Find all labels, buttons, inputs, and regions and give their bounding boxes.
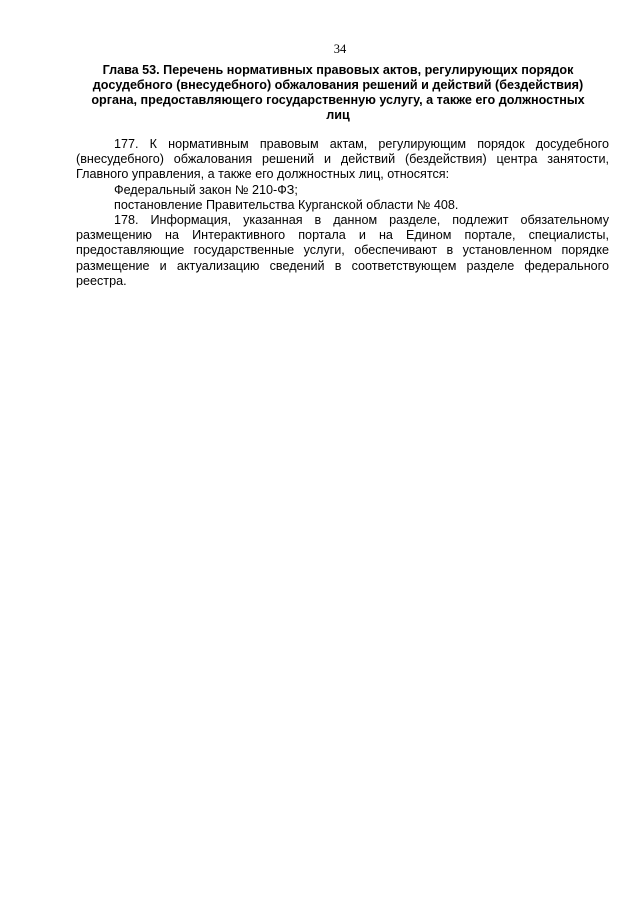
paragraph-line: 178. Информация, указанная в данном разделе, подлежит обязательному <box>114 212 609 227</box>
paragraph-line: размещению на Интерактивного портала и на Едином портале, специалисты, <box>76 228 609 243</box>
list-item-federal-law <box>76 183 609 198</box>
document-body <box>76 137 609 289</box>
paragraph-line: (внесудебного) обжалования решений и действий (бездействия) центра занятости, <box>76 152 609 167</box>
heading-line: лиц <box>326 108 350 122</box>
chapter-heading <box>78 63 598 123</box>
paragraph-line: постановление Правительства Курганской области № 408. <box>114 197 459 212</box>
paragraph-line: размещение и актуализацию сведений в соответствующем разделе федерального <box>76 258 609 273</box>
heading-line: органа, предоставляющего государственную услугу, а также его должностных <box>91 93 585 107</box>
paragraph-177 <box>76 137 609 183</box>
paragraph-line: Федеральный закон № 210-ФЗ; <box>114 182 298 197</box>
page-number: 34 <box>333 42 347 56</box>
heading-line: досудебного (внесудебного) обжалования решений и действий (бездействия) <box>92 78 584 92</box>
paragraph-line: реестра. <box>76 273 127 288</box>
paragraph-line: 177. К нормативным правовым актам, регулирующим порядок досудебного <box>114 137 609 151</box>
paragraph-line: Главного управления, а также его должностных лиц, относятся: <box>76 167 450 182</box>
list-item-government-decree <box>76 198 609 213</box>
heading-line: Глава 53. Перечень нормативных правовых актов, регулирующих порядок <box>102 63 574 77</box>
paragraph-178 <box>76 213 609 289</box>
paragraph-line: предоставляющие государственные услуги, обеспечивают в установленном порядке <box>76 243 609 258</box>
